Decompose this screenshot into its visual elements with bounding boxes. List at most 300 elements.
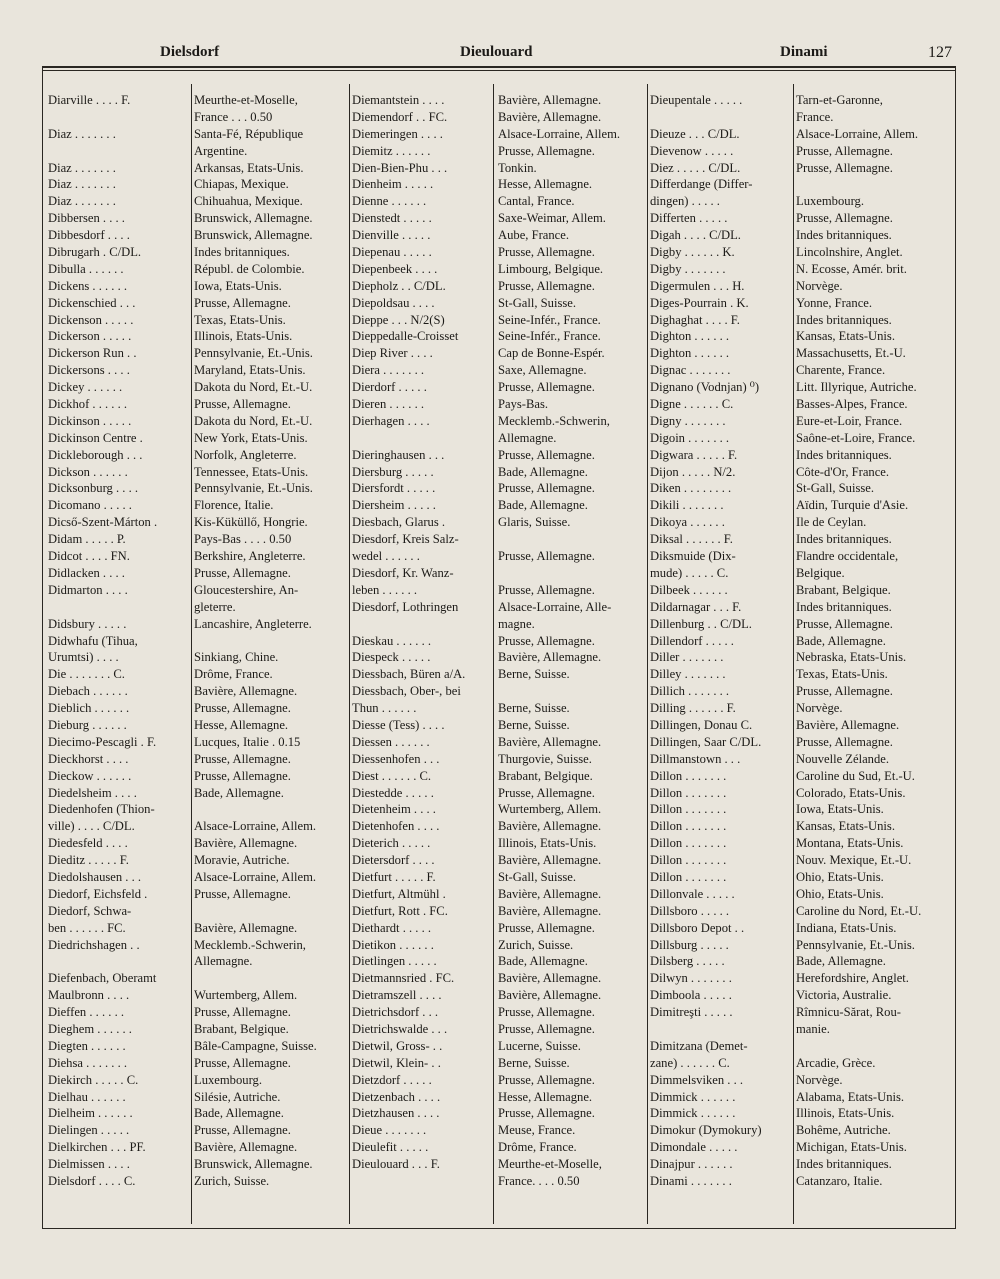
entry-name: Dillich . . . . . . . — [650, 684, 730, 699]
entry-name: Diedesfeld . . . . — [48, 836, 128, 851]
entry-place: Prusse, Allemagne. — [194, 397, 291, 412]
entry-place: Seine-Infér., France. — [498, 329, 601, 344]
entry-place: Norvège. — [796, 701, 843, 716]
entry-place: Prusse, Allemagne. — [498, 920, 595, 935]
entry-place: Ile de Ceylan. — [796, 515, 867, 530]
entry-place: Massachusetts, Et.-U. — [796, 346, 906, 361]
entry-place: Prusse, Allemagne. — [498, 582, 595, 597]
entry-name: dingen) . . . . . — [650, 194, 720, 209]
entry-place: Bavière, Allemagne. — [498, 734, 602, 749]
entry-line — [48, 987, 348, 1004]
entry-place: Brunswick, Allemagne. — [194, 228, 313, 243]
entry-place: manie. — [796, 1021, 830, 1036]
entry-line — [650, 244, 948, 261]
entry-line — [352, 1105, 648, 1122]
entry-line — [352, 700, 648, 717]
entry-place: Lucerne, Suisse. — [498, 1038, 581, 1053]
entry-name: Dighton . . . . . . — [650, 346, 730, 361]
entry-line — [650, 328, 948, 345]
entry-name: Dickhof . . . . . . — [48, 397, 128, 412]
entry-line — [650, 92, 948, 109]
entry-name: Maulbronn . . . . — [48, 988, 130, 1003]
entry-name: Dillon . . . . . . . — [650, 819, 727, 834]
entry-place: Aube, France. — [498, 228, 569, 243]
entry-line — [48, 751, 348, 768]
entry-place: Bavière, Allemagne. — [194, 920, 298, 935]
entry-place: Berne, Suisse. — [498, 701, 570, 716]
entry-name: Diessbach, Ober-, bei — [352, 684, 461, 699]
entry-line — [48, 312, 348, 329]
entry-name: Diekirch . . . . . C. — [48, 1072, 139, 1087]
entry-line — [650, 616, 948, 633]
entry-place: Prusse, Allemagne. — [796, 684, 893, 699]
entry-name: Dibbersen . . . . — [48, 211, 125, 226]
entry-name: Dillingen, Donau C. — [650, 717, 753, 732]
entry-place: Litt. Illyrique, Autriche. — [796, 380, 917, 395]
entry-place: Victoria, Australie. — [796, 988, 892, 1003]
entry-line — [352, 143, 648, 160]
entry-line — [352, 345, 648, 362]
entry-name: Dicső-Szent-Márton . — [48, 515, 158, 530]
entry-place: Norvège. — [796, 1072, 843, 1087]
entry-place: Prusse, Allemagne. — [796, 734, 893, 749]
entry-name: Dimmick . . . . . . — [650, 1089, 736, 1104]
entry-name: mude) . . . . . C. — [650, 565, 729, 580]
entry-line — [650, 886, 948, 903]
entry-name: Diersheim . . . . . — [352, 498, 436, 513]
entry-place: Bade, Allemagne. — [194, 785, 284, 800]
entry-place: Illinois, Etats-Unis. — [194, 329, 293, 344]
entry-line — [650, 379, 948, 396]
entry-place: Caroline du Sud, Et.-U. — [796, 768, 915, 783]
entry-place: Indes britanniques. — [796, 532, 892, 547]
entry-name: Didlacken . . . . — [48, 565, 125, 580]
entry-name: Dignac . . . . . . . — [650, 363, 731, 378]
entry-line — [48, 379, 348, 396]
entry-line — [650, 869, 948, 886]
entry-place: Brunswick, Allemagne. — [194, 1157, 313, 1172]
entry-line — [352, 1055, 648, 1072]
entry-line — [352, 920, 648, 937]
entry-name: Diaz . . . . . . . — [48, 194, 116, 209]
entry-place: Dakota du Nord, Et.-U. — [194, 413, 313, 428]
entry-place: Alsace-Lorraine, Allem. — [796, 126, 919, 141]
entry-line — [650, 1055, 948, 1072]
entry-place: Bade, Allemagne. — [498, 498, 588, 513]
entry-place: Prusse, Allemagne. — [498, 1106, 595, 1121]
entry-place: Prusse, Allemagne. — [796, 211, 893, 226]
entry-line — [650, 1021, 948, 1038]
entry-name: Diepholz . . C/DL. — [352, 278, 446, 293]
entry-name: Didcot . . . . FN. — [48, 549, 130, 564]
entry-name: Diaz . . . . . . . — [48, 177, 116, 192]
entry-line — [352, 413, 648, 430]
entry-place: St-Gall, Suisse. — [796, 481, 875, 496]
entry-line — [48, 1004, 348, 1021]
entry-line — [352, 1021, 648, 1038]
entry-line — [48, 1173, 348, 1190]
entry-line — [352, 1156, 648, 1173]
entry-name: Thun . . . . . . — [352, 701, 417, 716]
header-left-word: Dielsdorf — [160, 44, 220, 60]
entry-name: Dillon . . . . . . . — [650, 836, 727, 851]
entry-line — [352, 126, 648, 143]
entry-line — [48, 565, 348, 582]
entry-line — [48, 920, 348, 937]
entry-line — [48, 835, 348, 852]
entry-line — [352, 176, 648, 193]
entry-name: Diebach . . . . . . — [48, 684, 128, 699]
entry-line — [352, 514, 648, 531]
entry-name: Diesdorf, Kreis Salz- — [352, 532, 459, 547]
entry-line — [352, 244, 648, 261]
entry-place: Charente, France. — [796, 363, 886, 378]
entry-name: Dillon . . . . . . . — [650, 768, 727, 783]
entry-name: Dietenhofen . . . . — [352, 819, 440, 834]
entry-line — [48, 801, 348, 818]
entry-line — [48, 1105, 348, 1122]
entry-name: Diep River . . . . — [352, 346, 433, 361]
entry-name: Dillenburg . . C/DL. — [650, 616, 752, 631]
entry-name: Dillingen, Saar C/DL. — [650, 734, 762, 749]
entry-place: Meurthe-et-Moselle, — [194, 93, 298, 107]
entry-name: Dietzenbach . . . . — [352, 1089, 441, 1104]
entry-place: Nouvelle Zélande. — [796, 751, 890, 766]
entry-line — [48, 193, 348, 210]
entry-line — [650, 497, 948, 514]
entry-name: Dilwyn . . . . . . . — [650, 971, 732, 986]
entry-name: Diedenhofen (Thion- — [48, 802, 155, 817]
entry-place: Bade, Allemagne. — [498, 464, 588, 479]
entry-place: Bavière, Allemagne. — [498, 109, 602, 124]
entry-place: Bade, Allemagne. — [796, 633, 886, 648]
entry-line — [48, 582, 348, 599]
entry-name: Dieue . . . . . . . — [352, 1123, 427, 1138]
entry-name: Dikoya . . . . . . — [650, 515, 725, 530]
entry-line — [650, 970, 948, 987]
entry-place: Moravie, Autriche. — [194, 853, 290, 868]
entry-line — [352, 278, 648, 295]
entry-line — [352, 548, 648, 565]
entry-line — [650, 987, 948, 1004]
entry-name: Dierdorf . . . . . — [352, 380, 427, 395]
entry-name: Dieringhausen . . . — [352, 447, 445, 462]
entry-name: Dieburg . . . . . . — [48, 717, 127, 732]
entry-name: Diaz . . . . . . . — [48, 126, 116, 141]
entry-place: Prusse, Allemagne. — [194, 701, 291, 716]
entry-line — [352, 751, 648, 768]
entry-name: Dieffen . . . . . . — [48, 1005, 125, 1020]
page-number: 127 — [928, 44, 952, 61]
entry-line — [48, 480, 348, 497]
header-right-word: Dinami — [780, 44, 828, 60]
entry-name: Diessen . . . . . . — [352, 734, 430, 749]
entry-line — [650, 531, 948, 548]
entry-line — [48, 413, 348, 430]
entry-line — [352, 886, 648, 903]
entry-name: Didsbury . . . . . — [48, 616, 127, 631]
entry-line — [650, 1004, 948, 1021]
entry-place: Alabama, Etats-Unis. — [796, 1089, 905, 1104]
entry-line — [48, 633, 348, 650]
entry-place: Catanzaro, Italie. — [796, 1174, 883, 1188]
entry-place: Florence, Italie. — [194, 498, 274, 513]
entry-line — [650, 734, 948, 751]
entry-line — [352, 987, 648, 1004]
entry-name: Dielkirchen . . . PF. — [48, 1140, 146, 1155]
entry-line — [48, 970, 348, 987]
entry-line — [650, 818, 948, 835]
entry-line — [352, 193, 648, 210]
entry-name: Dienstedt . . . . . — [352, 211, 432, 226]
entry-place: Cantal, France. — [498, 194, 575, 209]
entry-line — [48, 818, 348, 835]
entry-place: Saône-et-Loire, France. — [796, 430, 916, 445]
entry-name: Diest . . . . . . C. — [352, 768, 432, 783]
entry-place: Prusse, Allemagne. — [498, 380, 595, 395]
entry-line — [48, 328, 348, 345]
entry-name: Dietenheim . . . . — [352, 802, 436, 817]
entry-name: Dietrichswalde . . . — [352, 1021, 448, 1036]
entry-name: Diksmuide (Dix- — [650, 549, 736, 564]
entry-line — [48, 1089, 348, 1106]
entry-name: leben . . . . . . — [352, 582, 418, 597]
entry-place: Rîmnicu-Sărat, Rou- — [796, 1005, 901, 1020]
gazetteer-column-1 — [48, 92, 348, 1190]
entry-line — [48, 126, 348, 143]
entry-place: Lucques, Italie . 0.15 — [194, 734, 301, 749]
entry-name: Diemantstein . . . . — [352, 93, 445, 107]
gazetteer-column-3 — [650, 92, 948, 1190]
entry-name: Dicomano . . . . . — [48, 498, 132, 513]
entry-place: Prusse, Allemagne. — [498, 143, 595, 158]
entry-place: Hesse, Allemagne. — [498, 177, 593, 192]
entry-line — [48, 717, 348, 734]
entry-name: Dickinson Centre . — [48, 430, 143, 445]
entry-place: Herefordshire, Anglet. — [796, 971, 909, 986]
entry-place: Bavière, Allemagne. — [498, 886, 602, 901]
entry-line — [48, 852, 348, 869]
entry-line — [352, 953, 648, 970]
entry-name: Dinajpur . . . . . . — [650, 1157, 733, 1172]
entry-place: Silésie, Autriche. — [194, 1089, 281, 1104]
entry-line — [650, 717, 948, 734]
entry-place: Bâle-Campagne, Suisse. — [194, 1038, 317, 1053]
entry-line — [650, 210, 948, 227]
entry-place: Texas, Etats-Unis. — [796, 667, 888, 682]
entry-place: Drôme, France. — [194, 667, 273, 682]
entry-place: Norfolk, Angleterre. — [194, 447, 297, 462]
entry-name: Dillsboro . . . . . — [650, 903, 730, 918]
entry-name: Didwhafu (Tihua, — [48, 633, 138, 648]
entry-name: Dillonvale . . . . . — [650, 886, 735, 901]
entry-name: Diedorf, Eichsfeld . — [48, 886, 148, 901]
entry-name: Diestedde . . . . . — [352, 785, 434, 800]
entry-name: Diessbach, Büren a/A. — [352, 667, 466, 682]
entry-place: Berne, Suisse. — [498, 1055, 570, 1070]
entry-place: Iowa, Etats-Unis. — [796, 802, 884, 817]
entry-name: Diefenbach, Oberamt — [48, 971, 157, 986]
entry-line — [650, 126, 948, 143]
entry-line — [650, 1072, 948, 1089]
entry-place: Kis-Küküllő, Hongrie. — [194, 515, 308, 530]
entry-place: Aïdin, Turquie d'Asie. — [796, 498, 909, 513]
entry-name: Dielmissen . . . . — [48, 1157, 130, 1172]
entry-place: Prusse, Allemagne. — [498, 785, 595, 800]
entry-place: Berne, Suisse. — [498, 667, 570, 682]
entry-name: Dietfurt, Altmühl . — [352, 886, 446, 901]
entry-name: Dien-Bien-Phu . . . — [352, 160, 448, 175]
entry-place: Bade, Allemagne. — [194, 1106, 284, 1121]
entry-name: Dinami . . . . . . . — [650, 1174, 732, 1188]
entry-line — [352, 447, 648, 464]
entry-line — [650, 1122, 948, 1139]
entry-line — [48, 160, 348, 177]
entry-line — [48, 666, 348, 683]
entry-line — [48, 531, 348, 548]
entry-place: Allemagne. — [498, 430, 557, 445]
entry-name: Dieterich . . . . . — [352, 836, 431, 851]
entry-line — [650, 430, 948, 447]
entry-name: Dickleborough . . . — [48, 447, 143, 462]
entry-line — [650, 565, 948, 582]
entry-name: Dietmannsried . FC. — [352, 971, 455, 986]
entry-name: Dibrugarh . C/DL. — [48, 245, 142, 260]
entry-place: Arkansas, Etats-Unis. — [194, 160, 304, 175]
entry-line — [48, 953, 348, 970]
entry-name: Dijon . . . . . N/2. — [650, 464, 736, 479]
entry-line — [650, 480, 948, 497]
entry-place: Maryland, Etats-Unis. — [194, 363, 306, 378]
entry-line — [650, 312, 948, 329]
entry-name: Didmarton . . . . — [48, 582, 128, 597]
entry-name: Dierhagen . . . . — [352, 413, 430, 428]
entry-place: Seine-Infér., France. — [498, 312, 601, 327]
entry-place: Glaris, Suisse. — [498, 515, 571, 530]
entry-line — [650, 278, 948, 295]
entry-place: Kansas, Etats-Unis. — [796, 819, 895, 834]
entry-line — [48, 1156, 348, 1173]
entry-place: Bohême, Autriche. — [796, 1123, 891, 1138]
entry-place: Mecklemb.-Schwerin, — [194, 937, 306, 952]
entry-name: Diesbach, Glarus . — [352, 515, 446, 530]
entry-name: Dielhau . . . . . . — [48, 1089, 126, 1104]
entry-place: Bavière, Allemagne. — [498, 903, 602, 918]
entry-line — [650, 447, 948, 464]
entry-place: Basses-Alpes, France. — [796, 397, 908, 412]
entry-place: Arcadie, Grèce. — [796, 1055, 876, 1070]
entry-place: Dakota du Nord, Et.-U. — [194, 380, 313, 395]
entry-name: Diecimo-Pescagli . F. — [48, 734, 157, 749]
entry-line — [48, 92, 348, 109]
entry-name: Dimmick . . . . . . — [650, 1106, 736, 1121]
entry-name: Digoin . . . . . . . — [650, 430, 730, 445]
entry-name: Diemeringen . . . . — [352, 126, 443, 141]
entry-name: Diksal . . . . . . F. — [650, 532, 733, 547]
entry-name: Diegten . . . . . . — [48, 1038, 126, 1053]
entry-place: Prusse, Allemagne. — [498, 1021, 595, 1036]
entry-line — [650, 1139, 948, 1156]
entry-line — [352, 785, 648, 802]
entry-place: St-Gall, Suisse. — [498, 869, 577, 884]
entry-place: Caroline du Nord, Et.-U. — [796, 903, 922, 918]
entry-name: Digby . . . . . . K. — [650, 245, 735, 260]
entry-name: Dieditz . . . . . F. — [48, 853, 129, 868]
entry-line — [48, 649, 348, 666]
entry-place: Brabant, Belgique. — [498, 768, 593, 783]
entry-place: Bade, Allemagne. — [498, 954, 588, 969]
entry-name: Dildarnagar . . . F. — [650, 599, 742, 614]
entry-line — [48, 734, 348, 751]
entry-place: Meuse, France. — [498, 1123, 576, 1138]
entry-name: Diken . . . . . . . . — [650, 481, 732, 496]
entry-place: N. Ecosse, Amér. brit. — [796, 261, 907, 276]
entry-place: Bavière, Allemagne. — [498, 93, 602, 107]
entry-place: Républ. de Colombie. — [194, 261, 305, 276]
entry-name: Urumtsi) . . . . — [48, 650, 119, 665]
entry-place: Prusse, Allemagne. — [796, 160, 893, 175]
entry-place: Indiana, Etats-Unis. — [796, 920, 897, 935]
entry-name: Dieppedalle-Croisset — [352, 329, 459, 344]
entry-name: Dimondale . . . . . — [650, 1140, 738, 1155]
entry-name: Dilsberg . . . . . — [650, 954, 725, 969]
entry-line — [48, 548, 348, 565]
entry-line — [352, 970, 648, 987]
entry-place: Drôme, France. — [498, 1140, 577, 1155]
entry-name: ville) . . . . C/DL. — [48, 819, 135, 834]
entry-place: Prusse, Allemagne. — [498, 481, 595, 496]
entry-name: Diesse (Tess) . . . . — [352, 717, 445, 732]
entry-name: Dieskau . . . . . . — [352, 633, 432, 648]
entry-place: Zurich, Suisse. — [194, 1174, 270, 1188]
entry-place: Alsace-Lorraine, Allem. — [498, 126, 621, 141]
entry-place: Lancashire, Angleterre. — [194, 616, 312, 631]
entry-name: Dillon . . . . . . . — [650, 785, 727, 800]
entry-place: Kansas, Etats-Unis. — [796, 329, 895, 344]
entry-place: Prusse, Allemagne. — [498, 245, 595, 260]
entry-line — [48, 700, 348, 717]
entry-name: Dickson . . . . . . — [48, 464, 128, 479]
entry-line — [48, 345, 348, 362]
entry-line — [48, 176, 348, 193]
entry-name: Dickerson Run . . — [48, 346, 137, 361]
entry-place: Allemagne. — [194, 954, 253, 969]
entry-line — [650, 953, 948, 970]
entry-name: Diepoldsau . . . . — [352, 295, 435, 310]
entry-name: Digne . . . . . . C. — [650, 397, 734, 412]
entry-name: Dietlingen . . . . . — [352, 954, 437, 969]
entry-place: Zurich, Suisse. — [498, 937, 574, 952]
entry-line — [48, 396, 348, 413]
entry-place: Wurtemberg, Allem. — [194, 988, 298, 1003]
entry-line — [352, 109, 648, 126]
entry-place: Santa-Fé, République — [194, 126, 304, 141]
entry-place: Hesse, Allemagne. — [498, 1089, 593, 1104]
entry-name: Diesdorf, Kr. Wanz- — [352, 565, 454, 580]
entry-name: Digby . . . . . . . — [650, 261, 726, 276]
entry-line — [48, 430, 348, 447]
entry-line — [352, 379, 648, 396]
entry-place: Chiapas, Mexique. — [194, 177, 289, 192]
entry-name: Dietzdorf . . . . . — [352, 1072, 432, 1087]
entry-line — [650, 666, 948, 683]
entry-line — [48, 869, 348, 886]
entry-name: Diessenhofen . . . — [352, 751, 440, 766]
entry-name: Dicksonburg . . . . — [48, 481, 139, 496]
entry-place: New York, Etats-Unis. — [194, 430, 308, 445]
entry-name: Diedorf, Schwa- — [48, 903, 132, 918]
entry-line — [48, 903, 348, 920]
